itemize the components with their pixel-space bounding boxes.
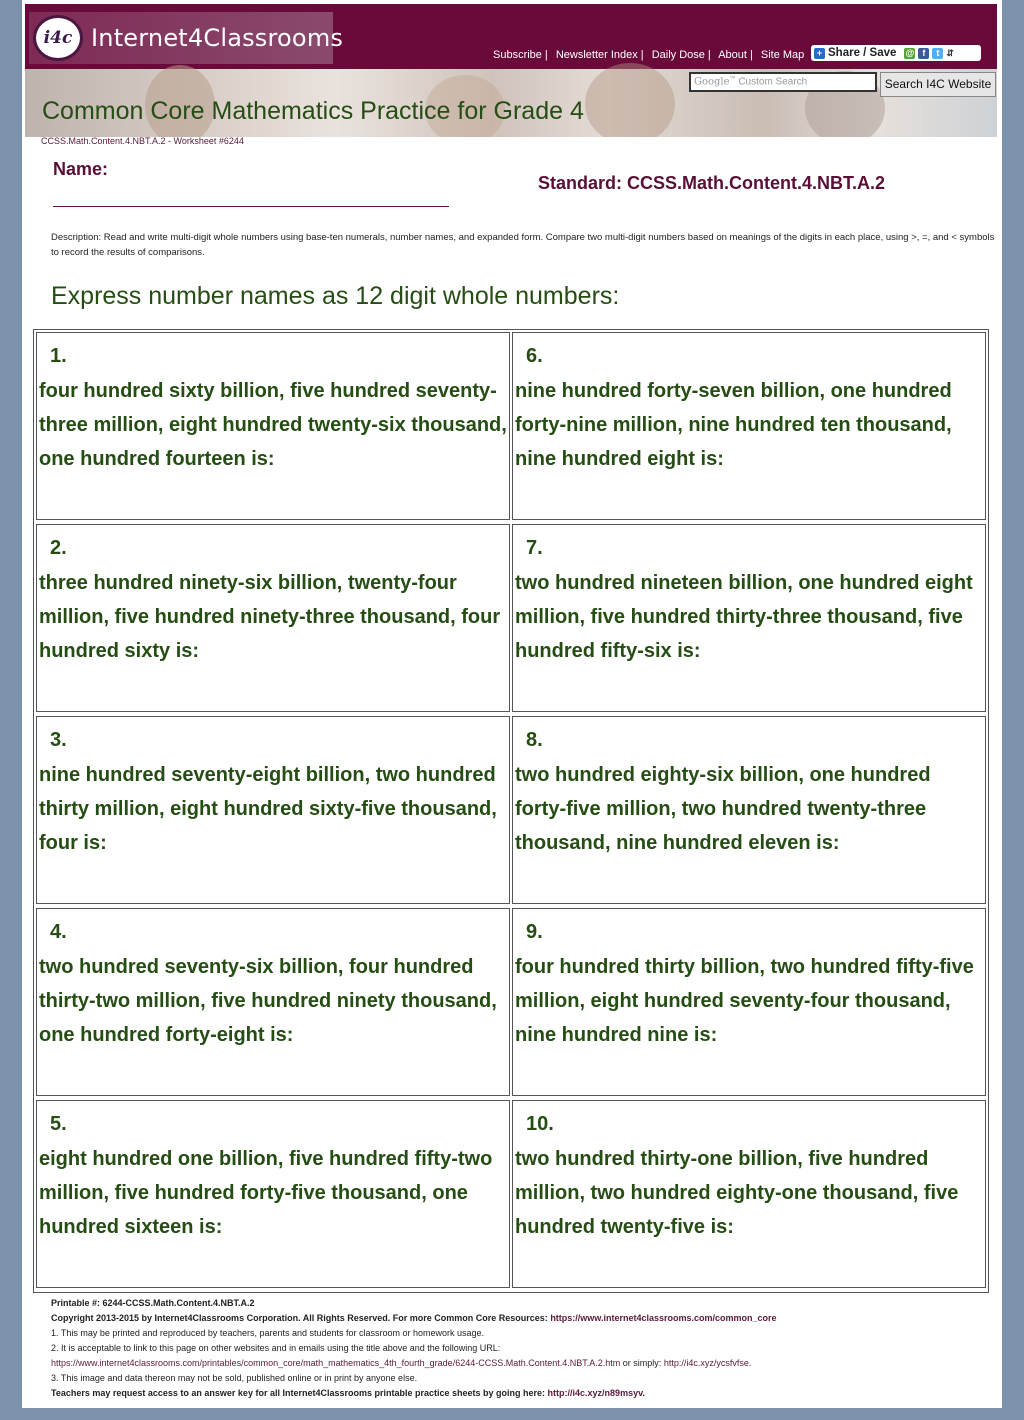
problem-text: nine hundred seventy-eight billion, two hundred thirty million, eight hundred sixty-five thousand, four is:	[39, 764, 497, 854]
problem-text: four hundred sixty billion, five hundred seventy-three million, eight hundred twenty-six thousand, one hundred fourteen is:	[39, 380, 507, 470]
answer-key-text: Teachers may request access to an answer key for all Internet4Classrooms printable practice sheets by going here:	[51, 1388, 546, 1398]
google-logo: Google	[694, 76, 730, 88]
custom-search-input[interactable]: Google™ Custom Search	[689, 72, 877, 92]
problem-cell	[36, 716, 510, 904]
answer-key-link[interactable]: http://i4c.xyz/n89msyv	[547, 1388, 643, 1398]
short-url-link[interactable]: http://i4c.xyz/ycsfvfse	[663, 1358, 749, 1368]
description: Description: Read and write multi-digit whole numbers using base-ten numerals, number names, and expanded form. Compare two multi-digit numbers based on meanings of the digits in each place, using >, =, and < symbols to record the results of comparisons.	[51, 232, 995, 258]
footer: Printable #: 6244-CCSS.Math.Content.4.NBT.A.2 Copyright 2013-2015 by Internet4Classrooms Corporation. All Rights Reserved. For more Common Core Resources: https://www.internet4classrooms.com/common_core 1. This may be printed and reproduced by teachers, parents and students for classroom or homework usage. 2. It is acceptable to link to this page on other websites and in emails using the title above and the following URL: https://www.internet4classrooms.com/printables/common_core/math_mathematics_4th_fourth_grade/6244-CCSS.Math.Content.4.NBT.A.2.htm or simply: http://i4c.xyz/ycsfvfse. 3. This image and data thereon may not be sold, published online or in print by anyone else. Teachers may request access to an answer key for all Internet4Classrooms printable practice sheets by going here: http://i4c.xyz/n89msyv.	[51, 1296, 981, 1401]
facebook-icon[interactable]: f	[918, 48, 929, 59]
usage-line-3: 3. This image and data thereon may not be sold, published online or in print by anyone else.	[51, 1373, 418, 1383]
search-button[interactable]: Search I4C Website	[880, 72, 996, 97]
worksheet-id: CCSS.Math.Content.4.NBT.A.2 - Worksheet #6244	[41, 136, 244, 146]
problem-number: 10.	[526, 1113, 554, 1135]
problem-cell	[36, 1100, 510, 1288]
worksheet-url-link[interactable]: https://www.internet4classrooms.com/printables/common_core/math_mathematics_4th_fourth_grade/6244-CCSS.Math.Content.4.NBT.A.2.htm	[51, 1358, 621, 1368]
printable-number: Printable #: 6244-CCSS.Math.Content.4.NBT.A.2	[51, 1298, 255, 1308]
problem-text: two hundred eighty-six billion, one hundred forty-five million, two hundred twenty-three thousand, nine hundred eleven is:	[515, 764, 931, 854]
copyright-text: Copyright 2013-2015 by Internet4Classrooms Corporation. All Rights Reserved. For more Common Core Resources:	[51, 1313, 548, 1323]
problem-number: 2.	[50, 537, 67, 559]
problem-text: nine hundred forty-seven billion, one hundred forty-nine million, nine hundred ten thousand, nine hundred eight is:	[515, 380, 952, 470]
problem-cell	[512, 524, 986, 712]
problem-cell	[512, 908, 986, 1096]
problem-number: 3.	[50, 729, 67, 751]
nav-newsletter-index[interactable]: Newsletter Index	[555, 49, 638, 61]
problem-number: 5.	[50, 1113, 67, 1135]
problem-cell	[512, 332, 986, 520]
common-core-link[interactable]: https://www.internet4classrooms.com/common_core	[550, 1313, 777, 1323]
top-nav: Subscribe | Newsletter Index | Daily Dose | About | Site Map	[493, 49, 805, 61]
i4c-logo-icon: i4c	[33, 15, 83, 61]
problem-grid	[33, 329, 989, 1293]
problem-text: three hundred ninety-six billion, twenty-four million, five hundred ninety-three thousand, four hundred sixty is:	[39, 572, 501, 662]
share-plus-icon: +	[814, 48, 825, 59]
share-email-icon[interactable]: @	[905, 47, 915, 58]
problem-text: eight hundred one billion, five hundred fifty-two million, five hundred forty-five thousand, one hundred sixteen is:	[39, 1148, 493, 1238]
nav-subscribe[interactable]: Subscribe	[493, 49, 542, 61]
instructions: Express number names as 12 digit whole numbers:	[51, 282, 620, 310]
problem-cell	[36, 332, 510, 520]
problem-cell	[512, 1100, 986, 1288]
problem-text: two hundred nineteen billion, one hundred eight million, five hundred thirty-three thousand, five hundred fifty-six is:	[515, 572, 973, 662]
usage-line-2: 2. It is acceptable to link to this page on other websites and in emails using the title above and the following URL:	[51, 1343, 501, 1353]
site-logo-text: Internet4Classrooms	[91, 24, 344, 52]
problem-text: two hundred thirty-one billion, five hundred million, two hundred eighty-one thousand, five hundred twenty-five is:	[515, 1148, 959, 1238]
nav-site-map[interactable]: Site Map	[760, 49, 805, 61]
name-line	[53, 206, 449, 207]
site-header	[25, 4, 997, 137]
problem-cell	[36, 524, 510, 712]
nav-daily-dose[interactable]: Daily Dose	[651, 49, 705, 61]
chevron-updown-icon[interactable]: ⇵	[946, 47, 954, 58]
problem-number: 6.	[526, 345, 543, 367]
problem-number: 4.	[50, 921, 67, 943]
problem-cell	[512, 716, 986, 904]
share-save-button[interactable]: + Share / Save @ f t ⇵	[811, 45, 981, 61]
twitter-icon[interactable]: t	[932, 48, 943, 59]
site-logo[interactable]	[29, 12, 344, 64]
search-placeholder: Custom Search	[738, 76, 808, 88]
standard-label: Standard: CCSS.Math.Content.4.NBT.A.2	[538, 173, 886, 193]
nav-about[interactable]: About	[718, 49, 747, 61]
usage-line-1: 1. This may be printed and reproduced by teachers, parents and students for classroom or homework usage.	[51, 1328, 485, 1338]
problem-number: 9.	[526, 921, 543, 943]
problem-number: 8.	[526, 729, 543, 751]
worksheet-page	[22, 0, 1002, 1408]
problem-text: four hundred thirty billion, two hundred fifty-five million, eight hundred seventy-four thousand, nine hundred nine is:	[515, 956, 974, 1046]
problem-cell	[36, 908, 510, 1096]
problem-number: 7.	[526, 537, 543, 559]
problem-number: 1.	[50, 345, 67, 367]
problem-text: two hundred seventy-six billion, four hundred thirty-two million, five hundred ninety thousand, one hundred forty-eight is:	[39, 956, 497, 1046]
name-label: Name:	[53, 159, 109, 179]
page-title: Common Core Mathematics Practice for Grade 4	[42, 97, 584, 125]
